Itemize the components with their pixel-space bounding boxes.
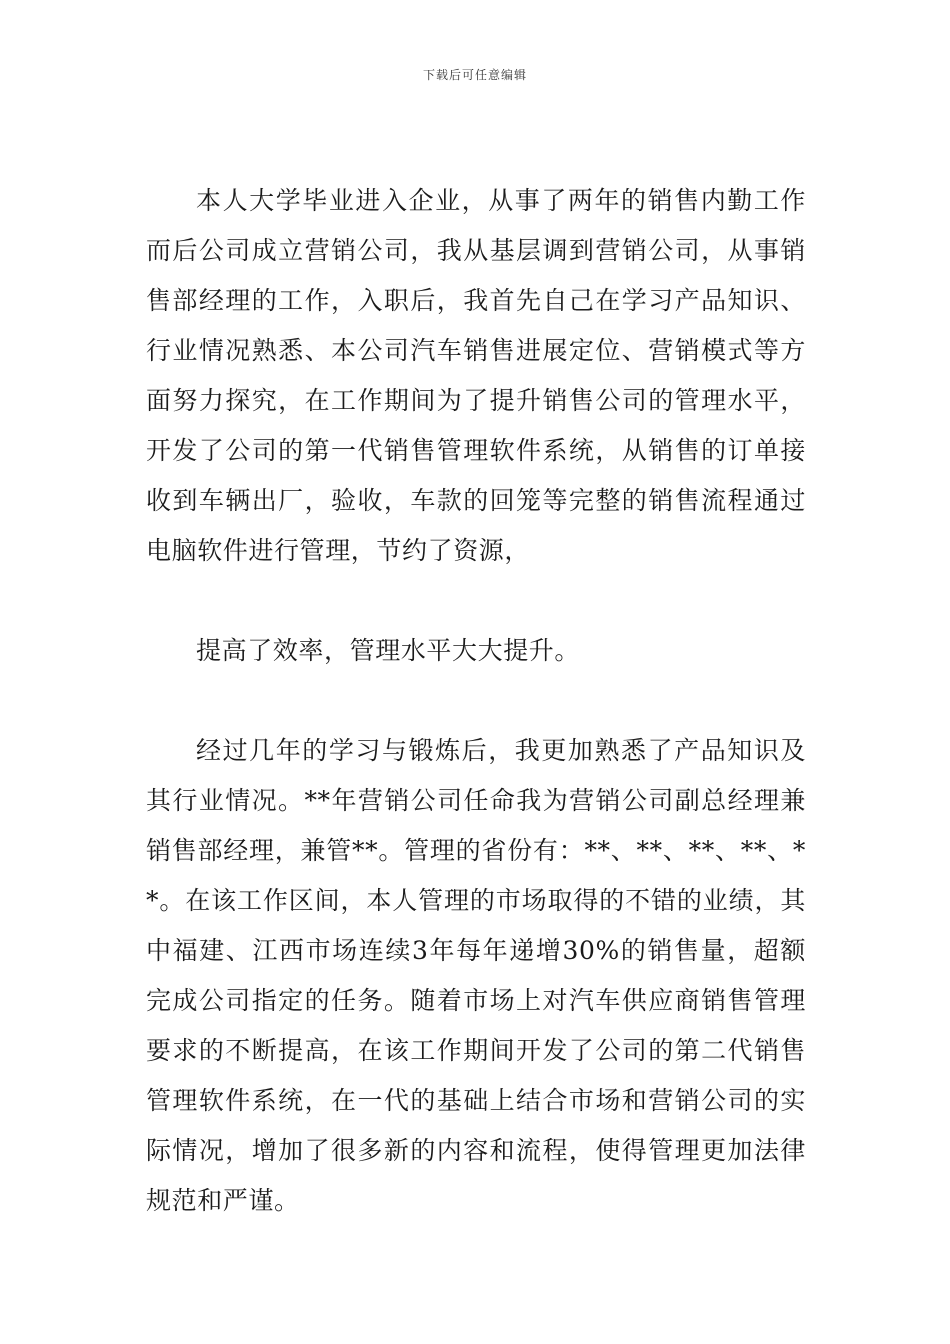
paragraph-3: 经过几年的学习与锻炼后，我更加熟悉了产品知识及其行业情况。**年营销公司任命我为营销公司副总经理兼销售部经理，兼管**。管理的省份有：**、**、**、**、**。在该工作区间，本人管理的市场取得的不错的业绩，其中福建、江西市场连续3年每年递增30%的销售量，超额完成公司指定的任务。随着市场上对汽车供应商销售管理要求的不断提高，在该工作期间开发了公司的第二代销售管理软件系统，在一代的基础上结合市场和营销公司的实际情况，增加了很多新的内容和流程，使得管理更加法律规范和严谨。 — [146, 736, 806, 1215]
document-body — [146, 176, 806, 1226]
paragraph-2: 提高了效率，管理水平大大提升。 — [196, 636, 581, 665]
page-header: 下载后可任意编辑 — [422, 68, 527, 82]
paragraph-1: 本人大学毕业进入企业，从事了两年的销售内勤工作而后公司成立营销公司，我从基层调到营销公司，从事销售部经理的工作，入职后，我首先自己在学习产品知识、行业情况熟悉、本公司汽车销售进展定位、营销模式等方面努力探究，在工作期间为了提升销售公司的管理水平，开发了公司的第一代销售管理软件系统，从销售的订单接收到车辆出厂，验收，车款的回笼等完整的销售流程通过电脑软件进行管理，节约了资源， — [146, 186, 806, 565]
